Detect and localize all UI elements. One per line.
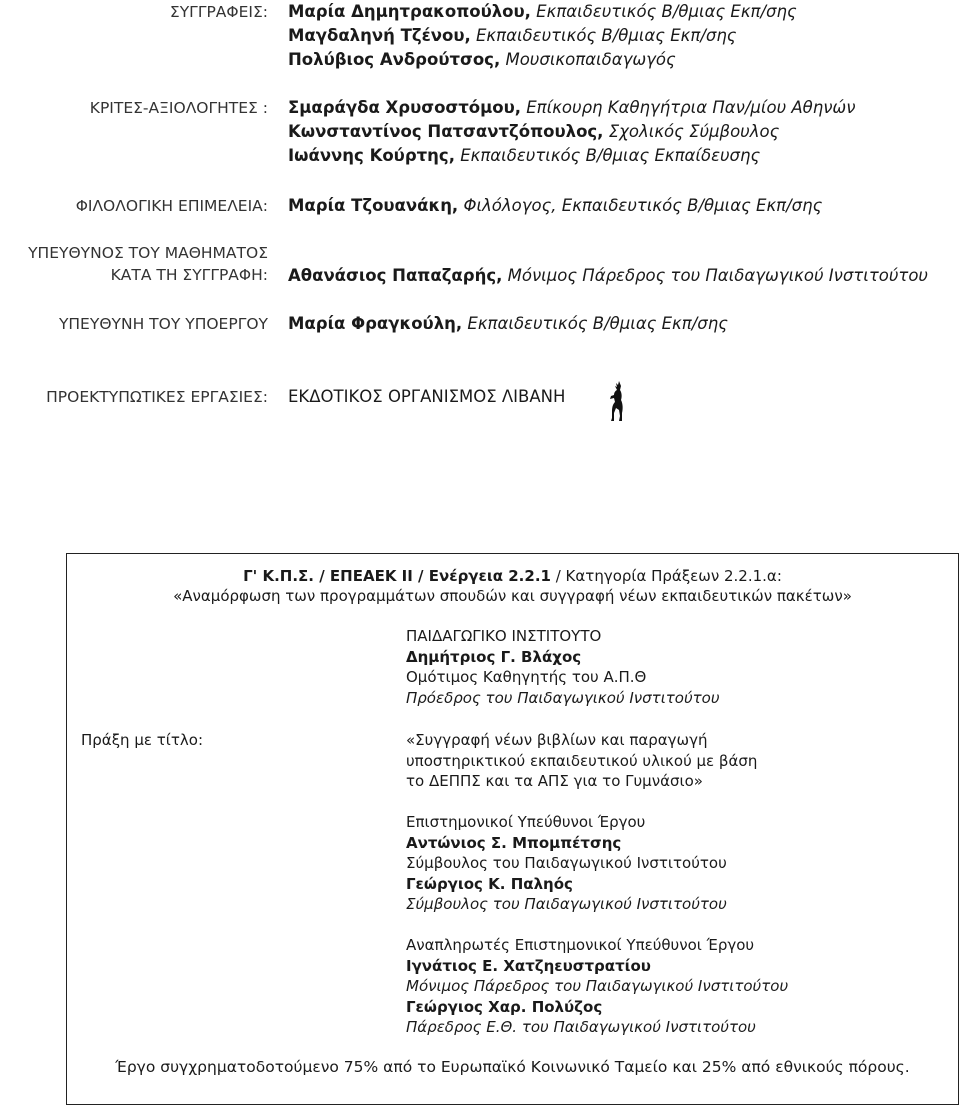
president-name: Δημήτριος Γ. Βλάχος (406, 647, 582, 666)
subject-lead-label (28, 242, 268, 286)
person-role: Μουσικοπαιδαγωγός (500, 50, 676, 69)
person-role: Σύμβουλος του Παιδαγωγικού Ινστιτούτου (406, 895, 727, 913)
prepress-value (288, 385, 565, 409)
person-role: Εκπαιδευτικός Β/θμιας Εκπ/σης (462, 314, 728, 333)
action-title-line: «Συγγραφή νέων βιβλίων και παραγωγή (406, 731, 708, 749)
person-role: Σχολικός Σύμβουλος (603, 122, 780, 141)
person-role: Σύμβουλος του Παιδαγωγικού Ινστιτούτου (406, 854, 727, 872)
person-name: Αθανάσιος Παπαζαρής, (288, 266, 503, 285)
person-name: Πολύβιος Ανδρούτσος, (288, 50, 501, 69)
person-name: Ιγνάτιος Ε. Χατζηευστρατίου (406, 956, 651, 975)
president-title: Ομότιμος Καθηγητής του Α.Π.Θ (406, 668, 647, 686)
label-line: ΚΑΤΑ ΤΗ ΣΥΓΓΡΑΦΗ: (110, 266, 268, 284)
deputy-heading: Αναπληρωτές Επιστημονικοί Υπεύθυνοι Έργου (406, 936, 755, 954)
person-name: Μαρία Φραγκούλη, (288, 314, 463, 333)
philology-list (288, 194, 822, 218)
person-name: Σμαράγδα Χρυσοστόμου, (288, 98, 522, 117)
action-label: Πράξη με τίτλο: (81, 731, 203, 749)
scientific-block (406, 812, 727, 915)
president-role: Πρόεδρος του Παιδαγωγικού Ινστιτούτου (406, 688, 720, 707)
action-title-line: υποστηρικτικού εκπαιδευτικού υλικού με βάση (406, 751, 758, 770)
person-name: Κωνσταντίνος Πατσαντζόπουλος, (288, 122, 604, 141)
person-name: Γεώργιος Χαρ. Πολύζος (406, 997, 603, 1016)
person-name: Μαρία Τζουανάκη, (288, 196, 459, 215)
philology-label: ΦΙΛΟΛΟΓΙΚΗ ΕΠΙΜΕΛΕΙΑ: (75, 197, 268, 215)
institute-name: ΠΑΙΔΑΓΩΓΙΚΟ ΙΝΣΤΙΤΟΥΤΟ (406, 627, 602, 645)
author-entry (288, 48, 797, 72)
person-name: Γεώργιος Κ. Παληός (406, 874, 573, 893)
subject-lead-list (288, 264, 928, 288)
author-entry (288, 0, 797, 24)
reviewer-entry (288, 120, 855, 144)
philology-entry (288, 194, 822, 218)
person-role: Εκπαιδευτικός Β/θμιας Εκπαίδευσης (454, 146, 761, 165)
scientific-heading: Επιστημονικοί Υπεύθυνοι Έργου (406, 813, 646, 831)
person-name: Μαρία Δημητρακοπούλου, (288, 2, 531, 21)
programme-line (67, 566, 958, 586)
person-role: Εκπαιδευτικός Β/θμιας Εκπ/σης (530, 2, 797, 21)
person-name: Ιωάννης Κούρτης, (288, 146, 455, 165)
project-lead-entry (288, 312, 728, 336)
reviewer-entry (288, 144, 855, 168)
deer-logo-icon (606, 380, 628, 422)
project-info-box (66, 553, 959, 1105)
authors-list (288, 0, 797, 72)
project-lead-label: ΥΠΕΥΘΥΝΗ ΤΟΥ ΥΠΟΕΡΓΟΥ (58, 315, 268, 333)
label-line: ΥΠΕΥΘΥΝΟΣ ΤΟΥ ΜΑΘΗΜΑΤΟΣ (28, 244, 268, 262)
reviewers-label: ΚΡΙΤΕΣ-ΑΞΙΟΛΟΓΗΤΕΣ : (89, 99, 268, 117)
programme-title: «Αναμόρφωση των προγραμμάτων σπουδών και συγγραφή νέων εκπαιδευτικών πακέτων» (173, 587, 852, 605)
institute-block (406, 626, 720, 708)
subject-lead-entry (288, 264, 928, 288)
programme-category: / Κατηγορία Πράξεων 2.2.1.α: (550, 567, 782, 585)
person-name: Μαγδαληνή Τζένου, (288, 26, 471, 45)
programme-code: Γ' Κ.Π.Σ. / ΕΠΕΑΕΚ ΙΙ / Ενέργεια 2.2.1 (243, 567, 551, 585)
person-role: Μόνιμος Πάρεδρος του Παιδαγωγικού Ινστιτούτου (502, 266, 928, 285)
funding-note: Έργο συγχρηματοδοτούμενο 75% από το Ευρωπαϊκό Κοινωνικό Ταμείο και 25% από εθνικούς πόρους. (115, 1058, 910, 1076)
prepress-label: ΠΡΟΕΚΤΥΠΩΤΙΚΕΣ ΕΡΓΑΣΙΕΣ: (46, 388, 268, 406)
reviewers-list (288, 96, 855, 168)
project-lead-list (288, 312, 728, 336)
action-title-block (406, 730, 757, 792)
person-role: Εκπαιδευτικός Β/θμιας Εκπ/σης (470, 26, 737, 45)
deputy-block (406, 935, 788, 1038)
person-role: Μόνιμος Πάρεδρος του Παιδαγωγικού Ινστιτούτου (406, 977, 789, 995)
person-role: Πάρεδρος Ε.Θ. του Παιδαγωγικού Ινστιτούτου (406, 1018, 756, 1036)
reviewer-entry (288, 96, 855, 120)
person-role: Επίκουρη Καθηγήτρια Παν/μίου Αθηνών (521, 98, 856, 117)
action-title-line: το ΔΕΠΠΣ και τα ΑΠΣ για το Γυμνάσιο» (406, 772, 703, 790)
author-entry (288, 24, 797, 48)
publisher-name: ΕΚΔΟΤΙΚΟΣ ΟΡΓΑΝΙΣΜΟΣ ΛΙΒΑΝΗ (288, 387, 566, 406)
person-role: Φιλόλογος, Εκπαιδευτικός Β/θμιας Εκπ/σης (458, 196, 823, 215)
authors-label: ΣΥΓΓΡΑΦΕΙΣ: (169, 3, 268, 21)
person-name: Αντώνιος Σ. Μπομπέτσης (406, 833, 622, 852)
